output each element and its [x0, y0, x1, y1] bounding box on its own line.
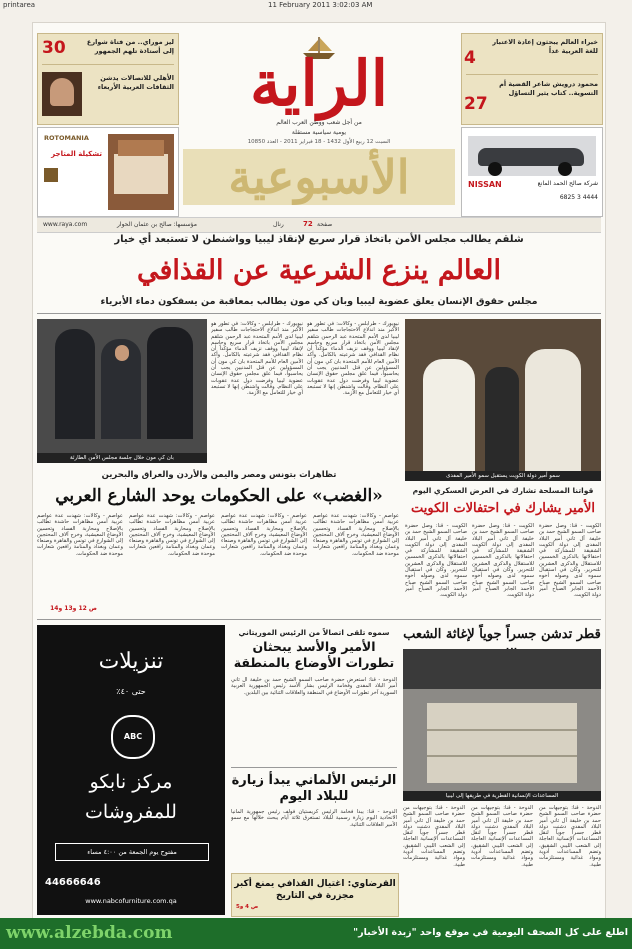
- qaradawi-headline[interactable]: القرضاوي: اغتيال القذافي يمنع أكبر مجزرة في التاريخ: [234, 879, 396, 901]
- masthead-logo-weekly: الأسبوعية: [228, 150, 410, 204]
- emir-kicker: قواتنا المسلحة تشارك في العرض العسكري اليوم: [412, 486, 594, 495]
- teaser-photo-left: [42, 72, 82, 116]
- ad-nissan-wheel-1: [488, 162, 502, 176]
- calls-headline[interactable]: الأمير والأسد يبحثان تطورات الأوضاع بالمنطقة: [233, 639, 395, 670]
- ad-rotomania-headboard-shape: [118, 140, 164, 156]
- teaser-text-4[interactable]: محمود درويش شاعر القضية أم التسوية.. كتاب يثير التساؤل: [499, 80, 598, 97]
- teaser-text-3[interactable]: خبراء العالم يبحثون إعادة الاعتبار للغة العربية غداً: [492, 38, 598, 55]
- ad-nabco-hours: مفتوح يوم الجمعة من ٤:٠٠ مساء: [55, 843, 209, 861]
- newspaper-page: [32, 22, 606, 924]
- ad-rotomania-line: تشكيلة المتاجر: [51, 150, 102, 158]
- lead-story-col-2: نيويورك - طرابلس - وكالات: في تطور هو الأكبر منذ اندلاع الاحتجاجات طالب سفير ليبيا لدى الأمم المتحدة عبد الرحمن شلقم مجلس الأمن باتخاذ قرار سريع وحاسم لإنقاذ ليبيا ووقف نزيف الدماء مؤكداً أن نظام القذافي فقد شرعيته بالكامل. وأكد الأمين العام للأمم المتحدة بان كي مون أن المسؤولين عن قتل المدنيين يجب أن يحاسبوا، فيما علق مجلس حقوق الإنسان عضوية ليبيا وفرضت دول عدة عقوبات على النظام. وقالت واشنطن إنها لا تستبعد أي خيار للتعامل مع الأزمة.: [307, 321, 399, 397]
- footer-promo: اطلع على كل الصحف اليومية في موقع واحد "زبدة الأخبار": [353, 927, 628, 938]
- mid-divider: [37, 619, 601, 620]
- masthead-subline: يومية سياسية مستقلة: [291, 129, 347, 136]
- teaser-divider: [42, 64, 174, 65]
- protests-kicker: تظاهرات بتونس ومصر واليمن والأردن والعراق والبحرين: [101, 470, 337, 480]
- qaradawi-more[interactable]: ص 4 و5: [236, 904, 259, 910]
- teaser-num-1: 30: [42, 38, 66, 58]
- teaser-num-3: 4: [464, 48, 476, 68]
- masthead-date: السبت 12 ربيع الأول 1432 - 18 فبراير 2011 - العدد 10850: [247, 139, 391, 145]
- libya-aid-col-2: الدوحة - قنا: بتوجيهات من حضرة صاحب السمو الشيخ حمد بن خليفة آل ثاني أمير البلاد المفدى دشنت دولة قطر جسراً جوياً لنقل المساعدات الإنسانية العاجلة إلى الشعب الليبي الشقيق، وتضم المساعدات أدوية ومواد غذائية ومستلزمات طبية.: [471, 805, 533, 868]
- ad-nissan-brand: NISSAN: [468, 180, 502, 189]
- ad-nabco-sale: تنزيلات: [98, 649, 164, 674]
- emir-photo-figure-1: [423, 359, 475, 471]
- lead-story-col-1: نيويورك - طرابلس - وكالات: في تطور هو الأكبر منذ اندلاع الاحتجاجات طالب سفير ليبيا لدى الأمم المتحدة عبد الرحمن شلقم مجلس الأمن باتخاذ قرار سريع وحاسم لإنقاذ ليبيا ووقف نزيف الدماء مؤكداً أن نظام القذافي فقد شرعيته بالكامل. وأكد الأمين العام للأمم المتحدة بان كي مون أن المسؤولين عن قتل المدنيين يجب أن يحاسبوا، فيما علق مجلس حقوق الإنسان عضوية ليبيا وفرضت دول عدة عقوبات على النظام. وقالت واشنطن إنها لا تستبعد أي خيار للتعامل مع الأزمة.: [211, 321, 303, 397]
- calls-kicker: سموه تلقى اتصالاً من الرئيس الموريتاني: [238, 628, 390, 637]
- lead-kicker: شلقم يطالب مجلس الأمن باتخاذ قرار سريع لإنقاذ ليبيا وواشنطن لا تستبعد أي خيار: [114, 234, 524, 245]
- left-teasers: [37, 33, 179, 125]
- protests-headline[interactable]: «الغضب» على الحكومات يوحد الشارع العربي: [55, 486, 383, 506]
- calls-text: الدوحة - قنا: استعرض حضرة صاحب السمو الشيخ حمد بن خليفة آل ثاني أمير البلاد المفدى وفخامة الرئيس بشار الأسد رئيس الجمهورية العربية السورية آخر تطورات الأوضاع في المنطقة والعلاقات الثنائية بين البلدين.: [231, 677, 397, 696]
- german-text: الدوحة - قنا: يبدأ فخامة الرئيس كريستيان فولف رئيس جمهورية ألمانيا الاتحادية اليوم زيارة رسمية للبلاد تستغرق ثلاثة أيام يبحث خلالها مع سمو الأمير العلاقات الثنائية.: [231, 809, 397, 828]
- ad-nissan-phone: 6825 3 4444: [559, 194, 598, 201]
- ad-rotomania[interactable]: [37, 127, 179, 217]
- protests-col-4: عواصم - وكالات: شهدت عدة عواصم عربية أمس مظاهرات حاشدة تطالب بالإصلاح ومحاربة الفساد وتحسين الأوضاع المعيشية، وخرج آلاف المحتجين إلى الشوارع في تونس والقاهرة وصنعاء وعمان وبغداد والمنامة رافعين شعارات موحدة ضد الحكومات.: [313, 513, 399, 557]
- libya-aid-headline[interactable]: قطر تدشن جسراً جوياً لإغاثة الشعب: [403, 627, 601, 642]
- ad-nissan-wheel-2: [558, 162, 572, 176]
- teaser-num-4: 27: [464, 94, 488, 114]
- libya-aid-plane-interior: [403, 649, 601, 689]
- website[interactable]: www.raya.com: [43, 221, 88, 228]
- masthead-tagline: من أجل شعب ووطن العرب العالم: [276, 119, 362, 126]
- lead-photo: [37, 319, 207, 453]
- emir-headline[interactable]: الأمير يشارك في احتفالات الكويت: [410, 501, 596, 516]
- emir-col-3: الكويت - قنا: وصل حضرة صاحب السمو الشيخ حمد بن خليفة آل ثاني أمير البلاد المفدى إلى دولة الكويت الشقيقة للمشاركة في احتفالاتها بالذكرى الخمسين للاستقلال والذكرى العشرين للتحرير. وكان في استقبال سموه لدى وصوله أخوه صاحب السمو الشيخ صباح الأحمد الجابر الصباح أمير دولة الكويت.: [539, 523, 601, 599]
- libya-aid-col-3: الدوحة - قنا: بتوجيهات من حضرة صاحب السمو الشيخ حمد بن خليفة آل ثاني أمير البلاد المفدى دشنت دولة قطر جسراً جوياً لنقل المساعدات الإنسانية العاجلة إلى الشعب الليبي الشقيق، وتضم المساعدات أدوية ومواد غذائية ومستلزمات طبية.: [539, 805, 601, 868]
- emir-photo-figure-3: [485, 367, 519, 471]
- footer-banner[interactable]: [0, 918, 632, 949]
- protests-more[interactable]: ص 12 و13 و14: [50, 605, 97, 612]
- lead-photo-caption: بان كي مون خلال جلسة مجلس الأمن الطارئة: [37, 453, 207, 463]
- teaser-text-1[interactable]: ليز موراي.. من فتاة شوارع إلى أستاذة تلهم الجمهور: [86, 38, 174, 55]
- info-strip: [37, 217, 601, 233]
- price-label: رنال: [273, 221, 284, 228]
- libya-aid-boxes-line-2: [427, 755, 577, 757]
- protests-col-1: عواصم - وكالات: شهدت عدة عواصم عربية أمس مظاهرات حاشدة تطالب بالإصلاح ومحاربة الفساد وتحسين الأوضاع المعيشية، وخرج آلاف المحتجين إلى الشوارع في تونس والقاهرة وصنعاء وعمان وبغداد والمنامة رافعين شعارات موحدة ضد الحكومات.: [37, 513, 123, 557]
- qaradawi-box: [231, 873, 399, 917]
- libya-aid-boxes-line: [427, 729, 577, 731]
- lead-subhead: مجلس حقوق الإنسان يعلق عضوية ليبيا وبان كي مون يطالب بمعاقبة من يسفكون دماء الأبرياء: [100, 296, 538, 307]
- lead-divider: [37, 313, 601, 314]
- emir-photo-caption: سمو أمير دولة الكويت يستقبل سمو الأمير المفدى: [405, 471, 601, 481]
- ad-rotomania-photo: [108, 134, 174, 210]
- ad-nissan[interactable]: [461, 127, 603, 217]
- ad-nabco-discount: حتى ٤٠٪: [116, 687, 146, 696]
- ad-nissan-dealer: شركة صالح الحمد المانع: [537, 180, 598, 187]
- german-headline[interactable]: الرئيس الألماني يبدأ زيارة للبلاد اليوم: [231, 773, 397, 804]
- masthead-logo-raya: الراية: [249, 47, 389, 120]
- ad-nabco-name-2: للمفروشات: [85, 801, 177, 823]
- ad-rotomania-brand: ROTOMANIA: [44, 134, 89, 142]
- emir-col-2: الكويت - قنا: وصل حضرة صاحب السمو الشيخ حمد بن خليفة آل ثاني أمير البلاد المفدى إلى دولة الكويت الشقيقة للمشاركة في احتفالاتها بالذكرى الخمسين للاستقلال والذكرى العشرين للتحرير. وكان في استقبال سموه لدى وصوله أخوه صاحب السمو الشيخ صباح الأحمد الجابر الصباح أمير دولة الكويت.: [472, 523, 534, 599]
- libya-aid-photo: [403, 649, 601, 791]
- masthead-weekly-panel: [183, 149, 455, 205]
- ad-nabco-logo-text: ABC: [123, 732, 143, 741]
- center-divider-1: [231, 767, 397, 768]
- protests-col-2: عواصم - وكالات: شهدت عدة عواصم عربية أمس مظاهرات حاشدة تطالب بالإصلاح ومحاربة الفساد وتحسين الأوضاع المعيشية، وخرج آلاف المحتجين إلى الشوارع في تونس والقاهرة وصنعاء وعمان وبغداد والمنامة رافعين شعارات موحدة ضد الحكومات.: [129, 513, 215, 557]
- protests-col-3: عواصم - وكالات: شهدت عدة عواصم عربية أمس مظاهرات حاشدة تطالب بالإصلاح ومحاربة الفساد وتحسين الأوضاع المعيشية، وخرج آلاف المحتجين إلى الشوارع في تونس والقاهرة وصنعاء وعمان وبغداد والمنامة رافعين شعارات موحدة ضد الحكومات.: [221, 513, 307, 557]
- libya-aid-col-1: الدوحة - قنا: بتوجيهات من حضرة صاحب السمو الشيخ حمد بن خليفة آل ثاني أمير البلاد المفدى دشنت دولة قطر جسراً جوياً لنقل المساعدات الإنسانية العاجلة إلى الشعب الليبي الشقيق، وتضم المساعدات أدوية ومواد غذائية ومستلزمات طبية.: [403, 805, 465, 868]
- print-header: [0, 0, 632, 12]
- ad-nabco[interactable]: [37, 625, 225, 915]
- ad-nabco-name-1: مركز نابكو: [89, 771, 173, 793]
- emir-photo-figure-2: [525, 349, 581, 471]
- teaser-text-2[interactable]: الأهلي للاتصالات يدشن الثقافات العربية الأربعاء: [97, 74, 174, 91]
- ad-nabco-logo-icon: [111, 715, 155, 759]
- right-teasers: [461, 33, 603, 125]
- emir-photo: [405, 319, 601, 471]
- founder: مؤسسها: صالح بن عثمان الحوار: [117, 221, 197, 228]
- page-count: 72: [303, 220, 313, 228]
- teaser-divider-2: [466, 74, 598, 75]
- lead-photo-face: [115, 345, 129, 361]
- ad-rotomania-bed-shape: [114, 154, 168, 194]
- masthead: [183, 31, 455, 217]
- libya-aid-boxes: [427, 703, 577, 783]
- lead-photo-figure-1: [55, 329, 95, 439]
- masthead-top-panel: [183, 31, 455, 149]
- ad-nabco-phone: 44666646: [45, 877, 101, 888]
- libya-aid-caption: المساعدات الإنسانية القطرية في طريقها إلى ليبيا: [403, 791, 601, 801]
- footer-url[interactable]: www.alzebda.com: [6, 923, 173, 943]
- lead-photo-figure-3: [147, 327, 193, 439]
- ad-nabco-site[interactable]: www.nabcofurniture.com.qa: [85, 897, 177, 905]
- ad-nissan-photo: [468, 136, 596, 176]
- print-date: 11 February 2011 3:02:03 AM: [268, 1, 373, 9]
- lead-headline[interactable]: العالم ينزع الشرعية عن القذافي: [136, 255, 502, 286]
- emir-col-1: الكويت - قنا: وصل حضرة صاحب السمو الشيخ حمد بن خليفة آل ثاني أمير البلاد المفدى إلى دولة الكويت الشقيقة للمشاركة في احتفالاتها بالذكرى الخمسين للاستقلال والذكرى العشرين للتحرير. وكان في استقبال سموه لدى وصوله أخوه صاحب السمو الشيخ صباح الأحمد الجابر الصباح أمير دولة الكويت.: [405, 523, 467, 599]
- teaser-face-shape: [50, 78, 74, 106]
- print-left-label: printarea: [3, 1, 36, 9]
- ad-rotomania-logo-icon: [44, 168, 58, 182]
- page-count-label: صفحة: [317, 221, 333, 228]
